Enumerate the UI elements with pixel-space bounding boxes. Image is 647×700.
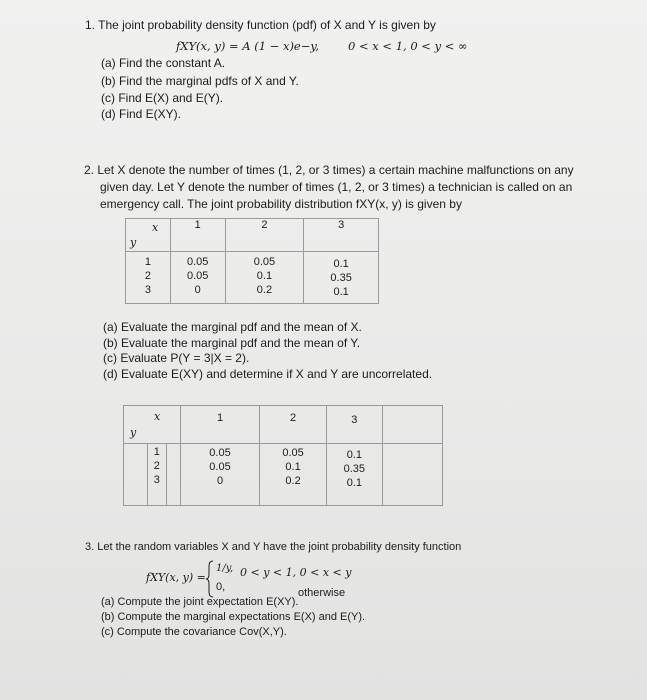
x-axis-label: x	[152, 221, 159, 234]
p1-part-c: (c) Find E(X) and E(Y).	[101, 91, 224, 105]
table-cell: 0.35	[343, 463, 366, 475]
p2-part-b: (b) Evaluate the marginal pdf and the mean of Y.	[103, 336, 361, 350]
row-header: 2	[153, 460, 160, 472]
table-cell: 0.1	[333, 258, 349, 270]
table-corner	[124, 406, 181, 444]
p3-part-b: (b) Compute the marginal expectations E(X) and E(Y).	[101, 611, 366, 623]
p3-part-a: (a) Compute the joint expectation E(XY).	[101, 596, 299, 608]
y-axis-label: y	[130, 236, 137, 249]
p2-line-1: 2. Let X denote the number of times (1, 2, or 3 times) a certain machine malfunctions on any	[84, 163, 574, 177]
table-cell: 0.05	[209, 447, 231, 459]
row-headers	[126, 252, 171, 304]
row-header: 2	[144, 270, 151, 282]
p1-part-d: (d) Find E(XY).	[101, 107, 182, 121]
left-brace	[205, 559, 215, 599]
column-values-1	[180, 444, 260, 506]
table-cell: 0.1	[346, 449, 362, 461]
table-cell: 0.1	[256, 270, 273, 282]
case2-condition: otherwise	[298, 587, 346, 599]
table-cell: 0.05	[186, 270, 209, 282]
row-header: 1	[144, 256, 151, 268]
table-corner	[126, 219, 171, 252]
row-headers	[124, 444, 181, 506]
table-cell: 0.05	[282, 447, 304, 459]
column-values-2	[260, 444, 326, 506]
p2-part-d: (d) Evaluate E(XY) and determine if X and Y are uncorrelated.	[103, 367, 433, 381]
p3-lhs: fXY(x, y) =	[146, 571, 206, 584]
p2-part-a: (a) Evaluate the marginal pdf and the mean of X.	[103, 320, 362, 334]
p2-line-2: given day. Let Y denote the number of times (1, 2, or 3 times) a technician is called on an	[100, 180, 573, 194]
column-header-1: 1	[170, 219, 225, 252]
y-axis-label: y	[130, 426, 137, 439]
p1-part-a: (a) Find the constant A.	[101, 56, 226, 70]
p1-intro: 1. The joint probability density function (pdf) of X and Y is given by	[85, 18, 436, 32]
p2-part-c: (c) Evaluate P(Y = 3|X = 2).	[103, 351, 250, 365]
column-header-2: 2	[260, 406, 326, 444]
row-header: 3	[153, 474, 160, 486]
column-values-3	[326, 444, 382, 506]
case1-condition: 0 < y < 1, 0 < x < y	[240, 566, 352, 579]
table-cell: 0.1	[333, 286, 349, 298]
column-header-1: 1	[180, 406, 260, 444]
column-values-1	[170, 252, 225, 304]
joint-distribution-table	[125, 218, 379, 304]
table-cell: 0.2	[285, 475, 301, 487]
table-cell: 0.1	[346, 477, 362, 489]
column-values-3	[304, 252, 379, 304]
table-cell: 0	[194, 284, 201, 296]
x-axis-label: x	[154, 410, 161, 423]
case2-value: 0,	[216, 581, 226, 593]
empty-value-cell	[383, 444, 443, 506]
table-cell: 0.05	[253, 256, 276, 268]
p1-domain: 0 < x < 1, 0 < y < ∞	[348, 39, 468, 53]
table-cell: 0.1	[285, 461, 301, 473]
column-header-3: 3	[304, 219, 379, 252]
table-cell: 0.05	[209, 461, 231, 473]
table-cell: 0.2	[256, 284, 273, 296]
p3-intro: 3. Let the random variables X and Y have the joint probability density function	[85, 541, 462, 553]
row-header: 3	[144, 284, 151, 296]
table-cell: 0	[216, 475, 224, 487]
p2-line-3: emergency call. The joint probability distribution fXY(x, y) is given by	[100, 197, 462, 211]
joint-distribution-table-copy	[123, 405, 443, 506]
table-cell: 0.05	[186, 256, 209, 268]
table-cell: 0.35	[330, 272, 352, 284]
p1-formula: fXY(x, y) = A (1 − x)e−y,	[176, 39, 319, 53]
p3-part-c: (c) Compute the covariance Cov(X,Y).	[101, 626, 287, 638]
row-header: 1	[153, 446, 160, 458]
column-header-3: 3	[326, 406, 382, 444]
p1-part-b: (b) Find the marginal pdfs of X and Y.	[101, 74, 299, 88]
case1-value: 1/y,	[216, 563, 234, 574]
empty-header-cell	[383, 406, 443, 444]
column-header-2: 2	[225, 219, 304, 252]
column-values-2	[225, 252, 304, 304]
